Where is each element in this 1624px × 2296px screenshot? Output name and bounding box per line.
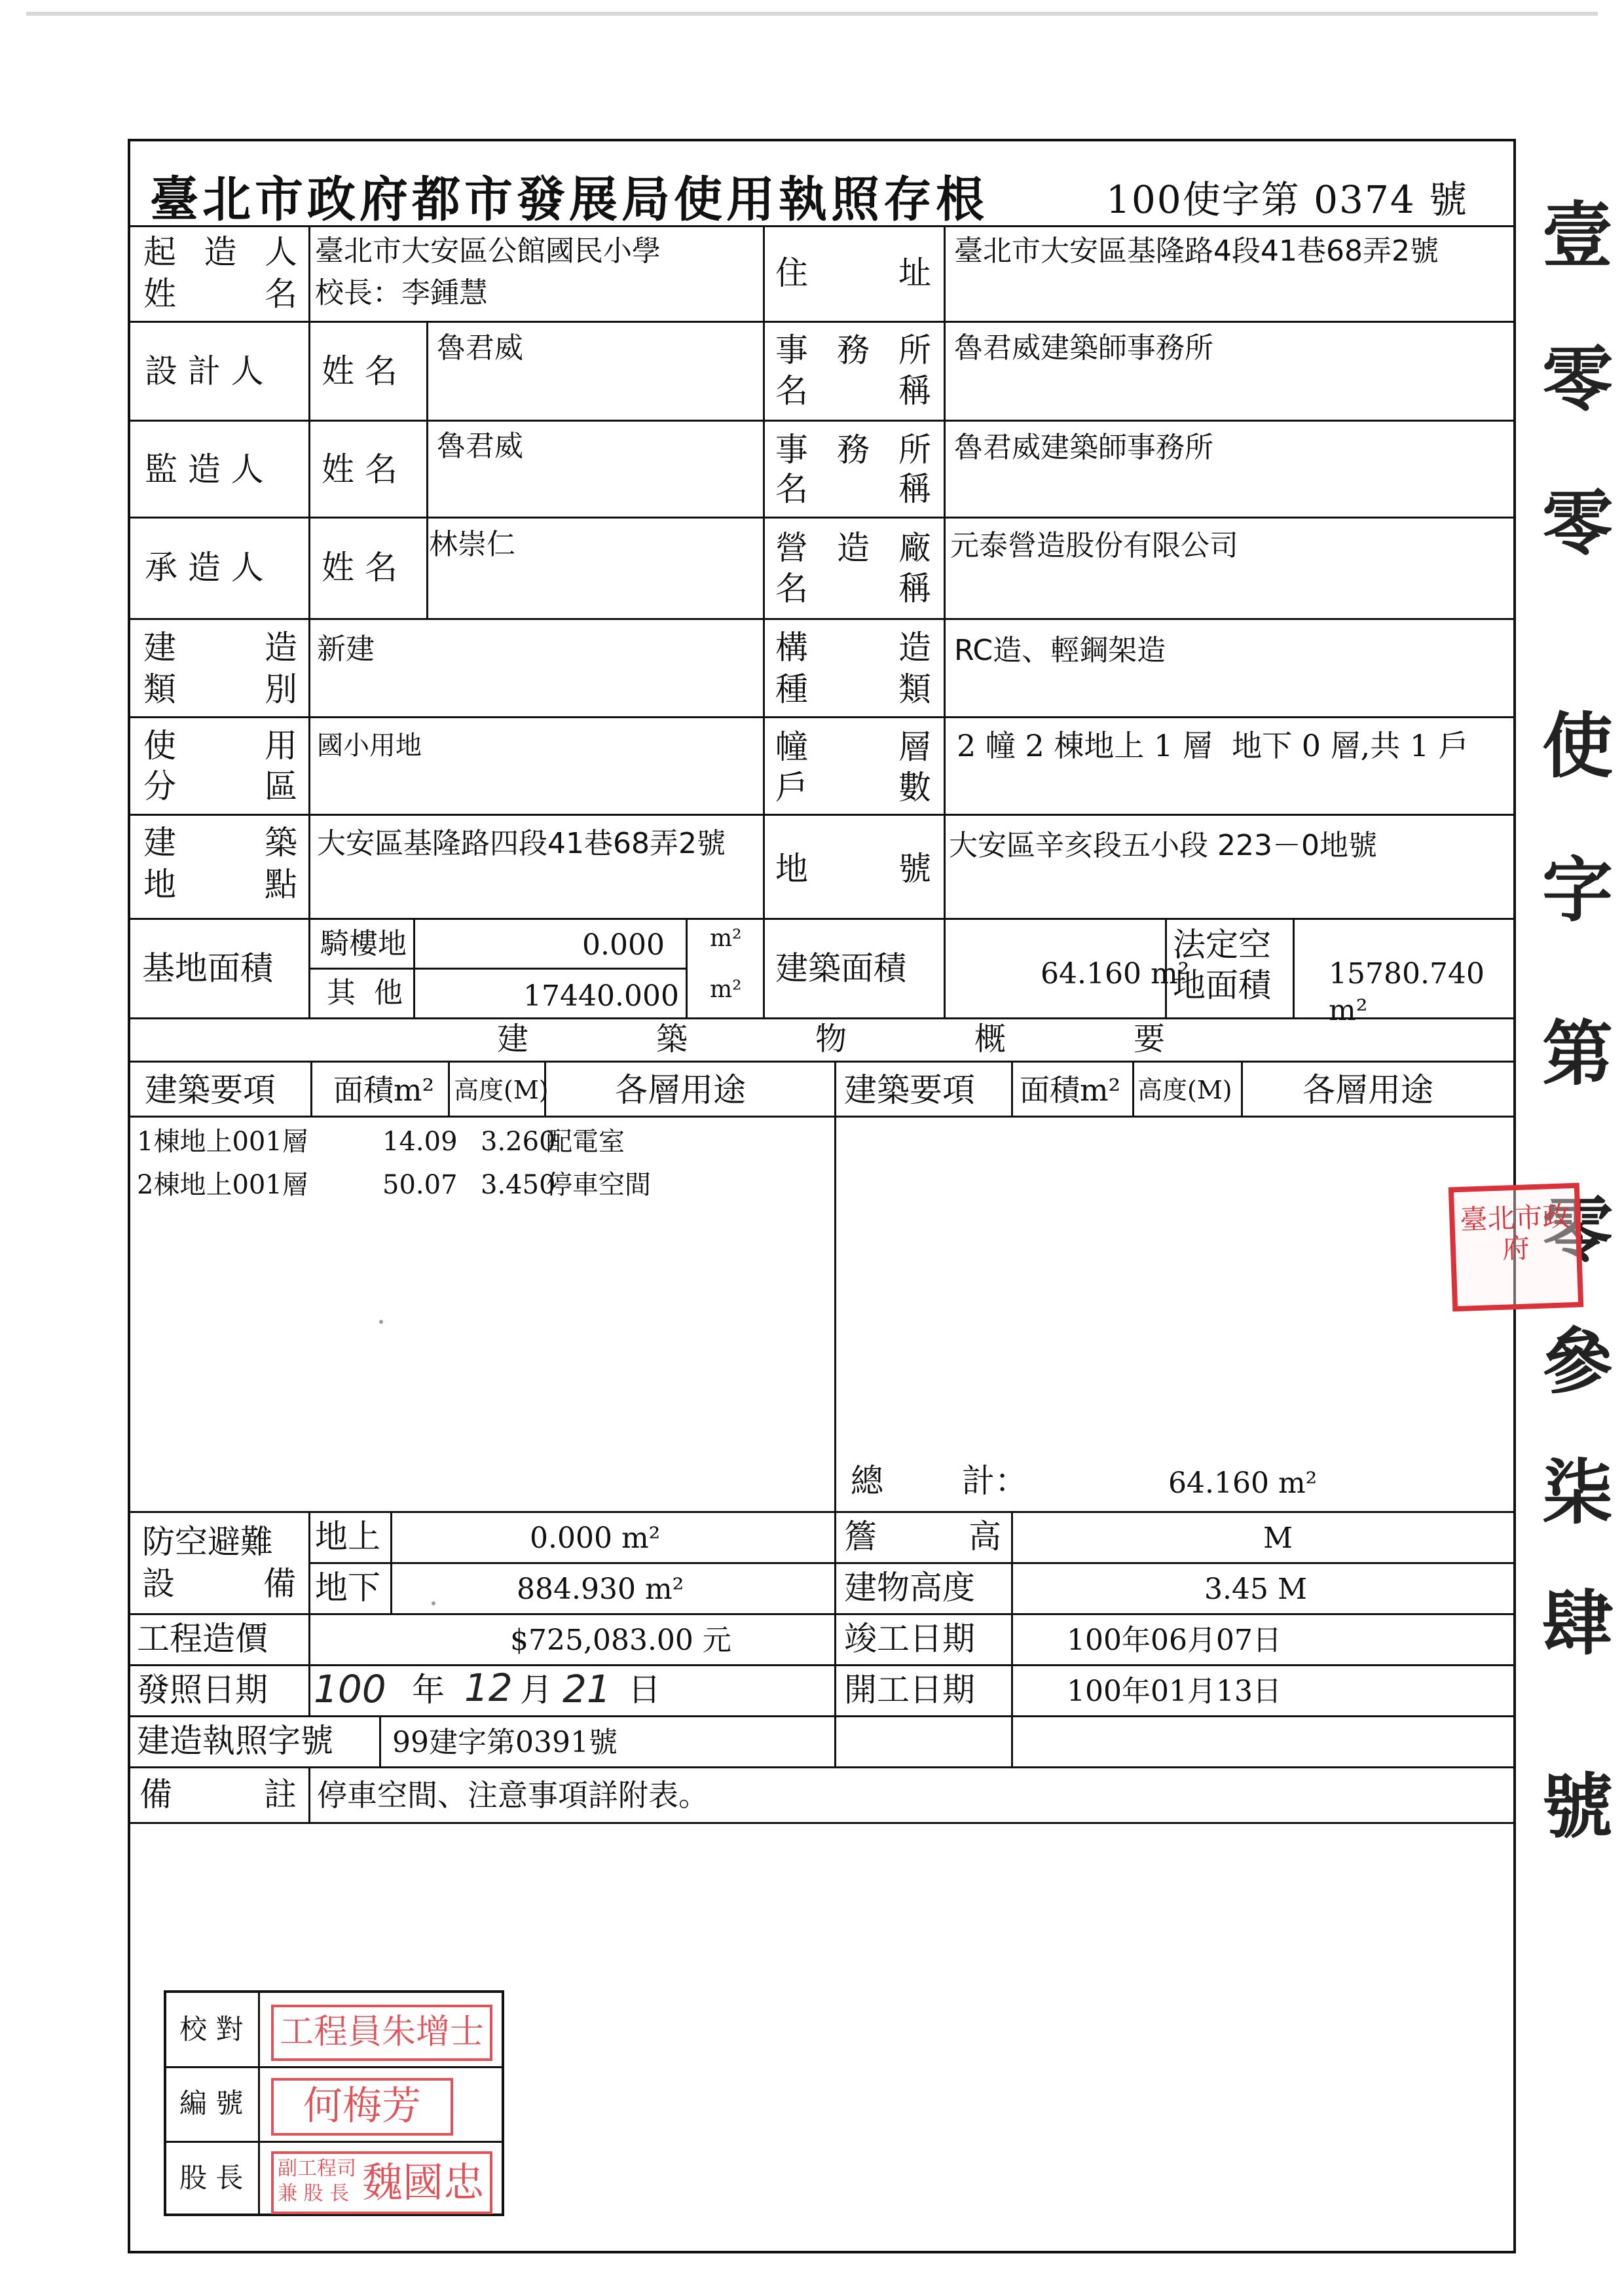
designer-office: 魯君威建築師事務所	[954, 331, 1213, 365]
row1-height: 3.260	[481, 1127, 556, 1157]
cost-value: $725,083.00 元	[510, 1624, 731, 1657]
issue-month: 12	[464, 1666, 513, 1710]
check-stamp: 工程員朱增士	[271, 2005, 492, 2061]
zoning-label-1: 使 用	[143, 727, 297, 765]
building-height-value: 3.45 M	[1204, 1573, 1308, 1606]
rule	[308, 1511, 310, 1613]
address-label: 住 址	[775, 254, 931, 292]
rule	[308, 1562, 1516, 1564]
lot-label: 地 號	[775, 850, 931, 888]
rule	[130, 1664, 1516, 1666]
location-label-1: 建 築	[143, 824, 297, 862]
row1-use: 配電室	[546, 1127, 625, 1157]
site-area-label: 基地面積	[142, 949, 273, 987]
col-area-right: 面積m²	[1020, 1072, 1121, 1108]
rule	[130, 1822, 1516, 1824]
total-area: 64.160 m²	[1168, 1467, 1318, 1500]
designer-name: 魯君威	[437, 331, 523, 365]
location-label-2: 地 點	[143, 866, 297, 903]
scan-speck	[432, 1601, 435, 1605]
rule	[166, 2141, 504, 2143]
form-title: 臺北市政府都市發展局使用執照存根	[150, 172, 988, 228]
legal-open-label-1: 法定空	[1173, 926, 1271, 964]
remarks-label: 備 註	[139, 1776, 297, 1813]
rule	[130, 1116, 1516, 1118]
rule	[130, 225, 1516, 227]
designer-office-label-1: 事 務 所	[775, 331, 931, 369]
col-use-left: 各層用途	[615, 1071, 746, 1109]
col-item-right: 建築要項	[844, 1071, 975, 1109]
issue-day: 21	[563, 1667, 611, 1711]
rule	[413, 918, 415, 1017]
rule	[379, 1715, 381, 1766]
build-permit-value: 99建字第0391號	[392, 1726, 618, 1759]
construction-type-label-1: 建 造	[143, 629, 297, 666]
issue-label: 發照日期	[137, 1671, 268, 1709]
row2-height: 3.450	[481, 1170, 556, 1200]
row2-area: 50.07	[382, 1170, 458, 1200]
structure-label-2: 種 類	[775, 670, 931, 708]
rule	[1293, 918, 1295, 1017]
shelter-above-label: 地上	[315, 1518, 380, 1556]
issue-year: 100	[314, 1667, 386, 1711]
rule	[130, 1613, 1516, 1615]
permit-number: 100使字第 0374 號	[1106, 177, 1469, 222]
col-height-right: 高度(M)	[1137, 1076, 1232, 1104]
total-label: 總	[851, 1462, 883, 1500]
cost-label: 工程造價	[137, 1620, 268, 1658]
start-date: 100年01月13日	[1067, 1675, 1282, 1708]
supervisor-office-label-2: 名 稱	[775, 470, 931, 508]
total-label-2: 計：	[962, 1462, 1027, 1500]
rule	[130, 321, 1516, 323]
legal-open-label-2: 地面積	[1173, 966, 1271, 1004]
number-label: 編 號	[179, 2087, 244, 2119]
units-value: 2 幢 2 棟地上 1 層 地下 0 層,共 1 戶	[957, 728, 1469, 763]
supervisor-office: 魯君威建築師事務所	[954, 431, 1213, 464]
location-value: 大安區基隆路四段41巷68弄2號	[317, 827, 726, 860]
row1-item: 1棟地上001層	[137, 1127, 308, 1157]
rule	[448, 1061, 450, 1116]
designer-name-label: 姓 名	[322, 352, 397, 390]
rule	[130, 420, 1516, 422]
rule	[258, 1993, 260, 2216]
supervisor-office-label-1: 事 務 所	[775, 431, 931, 469]
construction-type-label-2: 類 別	[143, 670, 297, 708]
rule	[130, 618, 1516, 620]
builder-principal: 校長：李鍾慧	[315, 276, 488, 310]
shelter-above: 0.000 m²	[530, 1522, 661, 1555]
builder-label-2: 姓 名	[143, 275, 297, 313]
eaves-label: 簷 高	[844, 1518, 1001, 1556]
shelter-label-1: 防空避難	[142, 1523, 273, 1561]
designer-office-label-2: 名 稱	[775, 372, 931, 410]
supervisor-name-label: 姓 名	[322, 450, 397, 488]
rule	[166, 2066, 504, 2068]
builder-label-1: 起 造 人	[143, 233, 297, 271]
building-area-label: 建築面積	[775, 949, 906, 987]
contractor-label: 承 造 人	[145, 549, 264, 587]
lot-value: 大安區辛亥段五小段 223－0地號	[949, 829, 1377, 862]
scan-edge	[26, 12, 1598, 16]
rule	[308, 968, 686, 970]
rule	[1011, 1511, 1013, 1766]
building-height-label: 建物高度	[844, 1569, 975, 1607]
builder-address: 臺北市大安區基隆路4段41巷68弄2號	[954, 234, 1439, 268]
remarks-value: 停車空間、注意事項詳附表。	[317, 1777, 709, 1813]
contractor-firm-label-1: 營 造 廠	[775, 529, 931, 567]
signoff-box	[164, 1990, 504, 2216]
other-value: 17440.000	[523, 979, 679, 1013]
rule	[308, 1766, 310, 1822]
check-label: 校 對	[179, 2013, 244, 2045]
build-permit-label: 建造執照字號	[137, 1722, 333, 1760]
rule	[1011, 1061, 1013, 1116]
units-label-1: 幢 層	[775, 728, 931, 766]
contractor-firm-label-2: 名 稱	[775, 570, 931, 608]
rule	[130, 918, 1516, 920]
rule	[686, 918, 688, 1017]
rule	[130, 517, 1516, 519]
official-seal: 臺北市政府	[1449, 1183, 1584, 1312]
other-label: 其 他	[327, 976, 403, 1010]
rule	[130, 1061, 1516, 1063]
rule	[310, 1061, 312, 1116]
overview-heading: 建 築 物 概 要	[497, 1021, 1165, 1057]
row1-area: 14.09	[382, 1127, 458, 1157]
rule	[426, 321, 428, 619]
chief-label: 股 長	[179, 2162, 244, 2194]
units-label-2: 戶 數	[775, 769, 931, 807]
issue-year-unit: 年	[412, 1671, 445, 1709]
contractor-firm: 元泰營造股份有限公司	[950, 529, 1238, 562]
supervisor-label: 監 造 人	[145, 450, 264, 488]
construction-type: 新建	[317, 632, 375, 666]
rule	[308, 1613, 310, 1715]
arcade-value: 0.000	[582, 928, 665, 962]
issue-day-unit: 日	[628, 1671, 661, 1709]
arcade-label: 騎樓地	[320, 927, 407, 960]
structure-label-1: 構 造	[775, 629, 931, 666]
rule	[390, 1511, 392, 1613]
col-area-left: 面積m²	[333, 1072, 435, 1108]
legal-open-area: 15780.740 m²	[1329, 957, 1485, 1027]
rule	[130, 814, 1516, 816]
building-area: 64.160 m²	[1041, 957, 1190, 991]
shelter-label-2: 設 備	[142, 1565, 296, 1603]
rule	[130, 1715, 1516, 1717]
rule	[1241, 1061, 1243, 1116]
rule	[130, 716, 1516, 718]
chief-stamp-title-2: 兼 股 長	[278, 2182, 350, 2205]
zoning-label-2: 分 區	[143, 767, 297, 805]
rule	[1132, 1061, 1134, 1116]
rule	[834, 1061, 836, 1766]
row2-item: 2棟地上001層	[137, 1170, 308, 1200]
arcade-unit: m²	[710, 925, 742, 952]
structure-type: RC造、輕鋼架造	[954, 634, 1166, 667]
designer-label: 設 計 人	[145, 352, 264, 390]
permit-form	[128, 139, 1516, 2253]
rule	[130, 1511, 1516, 1513]
chief-stamp-title-1: 副工程司	[278, 2157, 356, 2180]
completion-label: 竣工日期	[844, 1620, 975, 1658]
chief-stamp-name: 魏國忠	[362, 2159, 485, 2206]
start-label: 開工日期	[844, 1671, 975, 1709]
supervisor-name: 魯君威	[437, 429, 523, 463]
rule	[130, 1766, 1516, 1768]
rule	[763, 225, 765, 1017]
zoning-value: 國小用地	[317, 731, 422, 761]
col-item-left: 建築要項	[145, 1071, 276, 1109]
builder-name: 臺北市大安區公館國民小學	[315, 234, 661, 268]
rule	[944, 225, 946, 1017]
contractor-name: 林崇仁	[429, 528, 515, 561]
eaves-value: M	[1263, 1522, 1293, 1555]
rule	[308, 225, 310, 1017]
shelter-below-label: 地下	[315, 1569, 380, 1607]
col-height-left: 高度(M)	[454, 1076, 549, 1104]
col-use-right: 各層用途	[1302, 1071, 1433, 1109]
completion-date: 100年06月07日	[1067, 1624, 1282, 1657]
other-unit: m²	[710, 976, 742, 1003]
contractor-name-label: 姓 名	[322, 549, 397, 587]
issue-month-unit: 月	[520, 1671, 553, 1709]
chief-stamp	[271, 2151, 492, 2214]
shelter-below: 884.930 m²	[517, 1573, 684, 1606]
row2-use: 停車空間	[546, 1170, 651, 1200]
number-stamp: 何梅芳	[271, 2078, 453, 2136]
scan-speck	[379, 1320, 383, 1324]
